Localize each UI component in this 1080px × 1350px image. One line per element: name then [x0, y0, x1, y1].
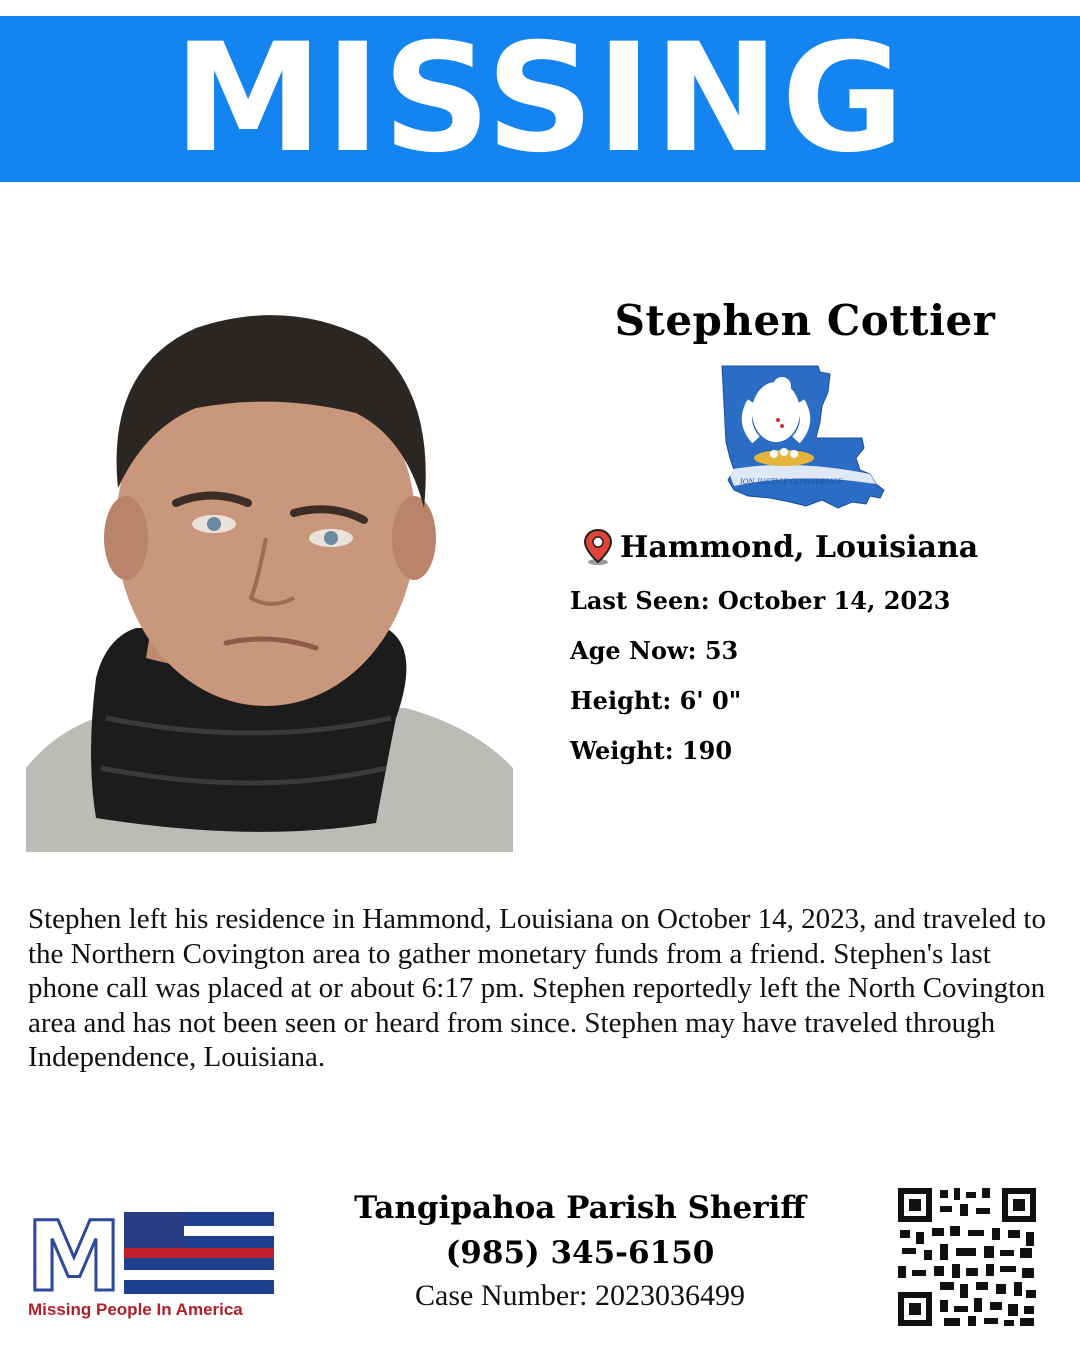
age-now: Age Now: 53 — [570, 636, 739, 665]
qr-code-icon[interactable] — [896, 1186, 1038, 1328]
flag-motto: ION JUSTICE CONFIDENCE — [740, 478, 843, 486]
height: Height: 6' 0" — [570, 686, 742, 715]
agency-name: Tangipahoa Parish Sheriff — [354, 1190, 806, 1226]
last-seen: Last Seen: October 14, 2023 — [570, 586, 951, 615]
case-description: Stephen left his residence in Hammond, Louisiana on October 14, 2023, and traveled to the Northern Covington area to gather monetary funds from a friend. Stephen's last phone call was placed at or about 6:17 pm. Stephen reportedly left the North Covington area and has not been seen or heard from since. Stephen may have traveled through Independence, Louisiana. — [28, 903, 1046, 1073]
weight: Weight: 190 — [570, 736, 733, 765]
person-name: Stephen Cottier — [614, 296, 996, 345]
louisiana-flag-map-icon — [720, 362, 890, 528]
person-photo — [26, 298, 513, 852]
agency-phone[interactable]: (985) 345-6150 — [445, 1235, 715, 1271]
mpia-letter-m: M — [26, 1206, 122, 1300]
location-label: Hammond, Louisiana — [620, 529, 979, 565]
missing-banner — [0, 12, 1080, 186]
contact-block — [330, 1186, 830, 1316]
last-location — [582, 528, 978, 566]
banner-title: MISSING — [173, 12, 907, 186]
case-number: Case Number: 2023036499 — [415, 1279, 745, 1312]
mpia-caption: Missing People In America — [28, 1300, 243, 1319]
map-pin-icon — [582, 528, 614, 566]
